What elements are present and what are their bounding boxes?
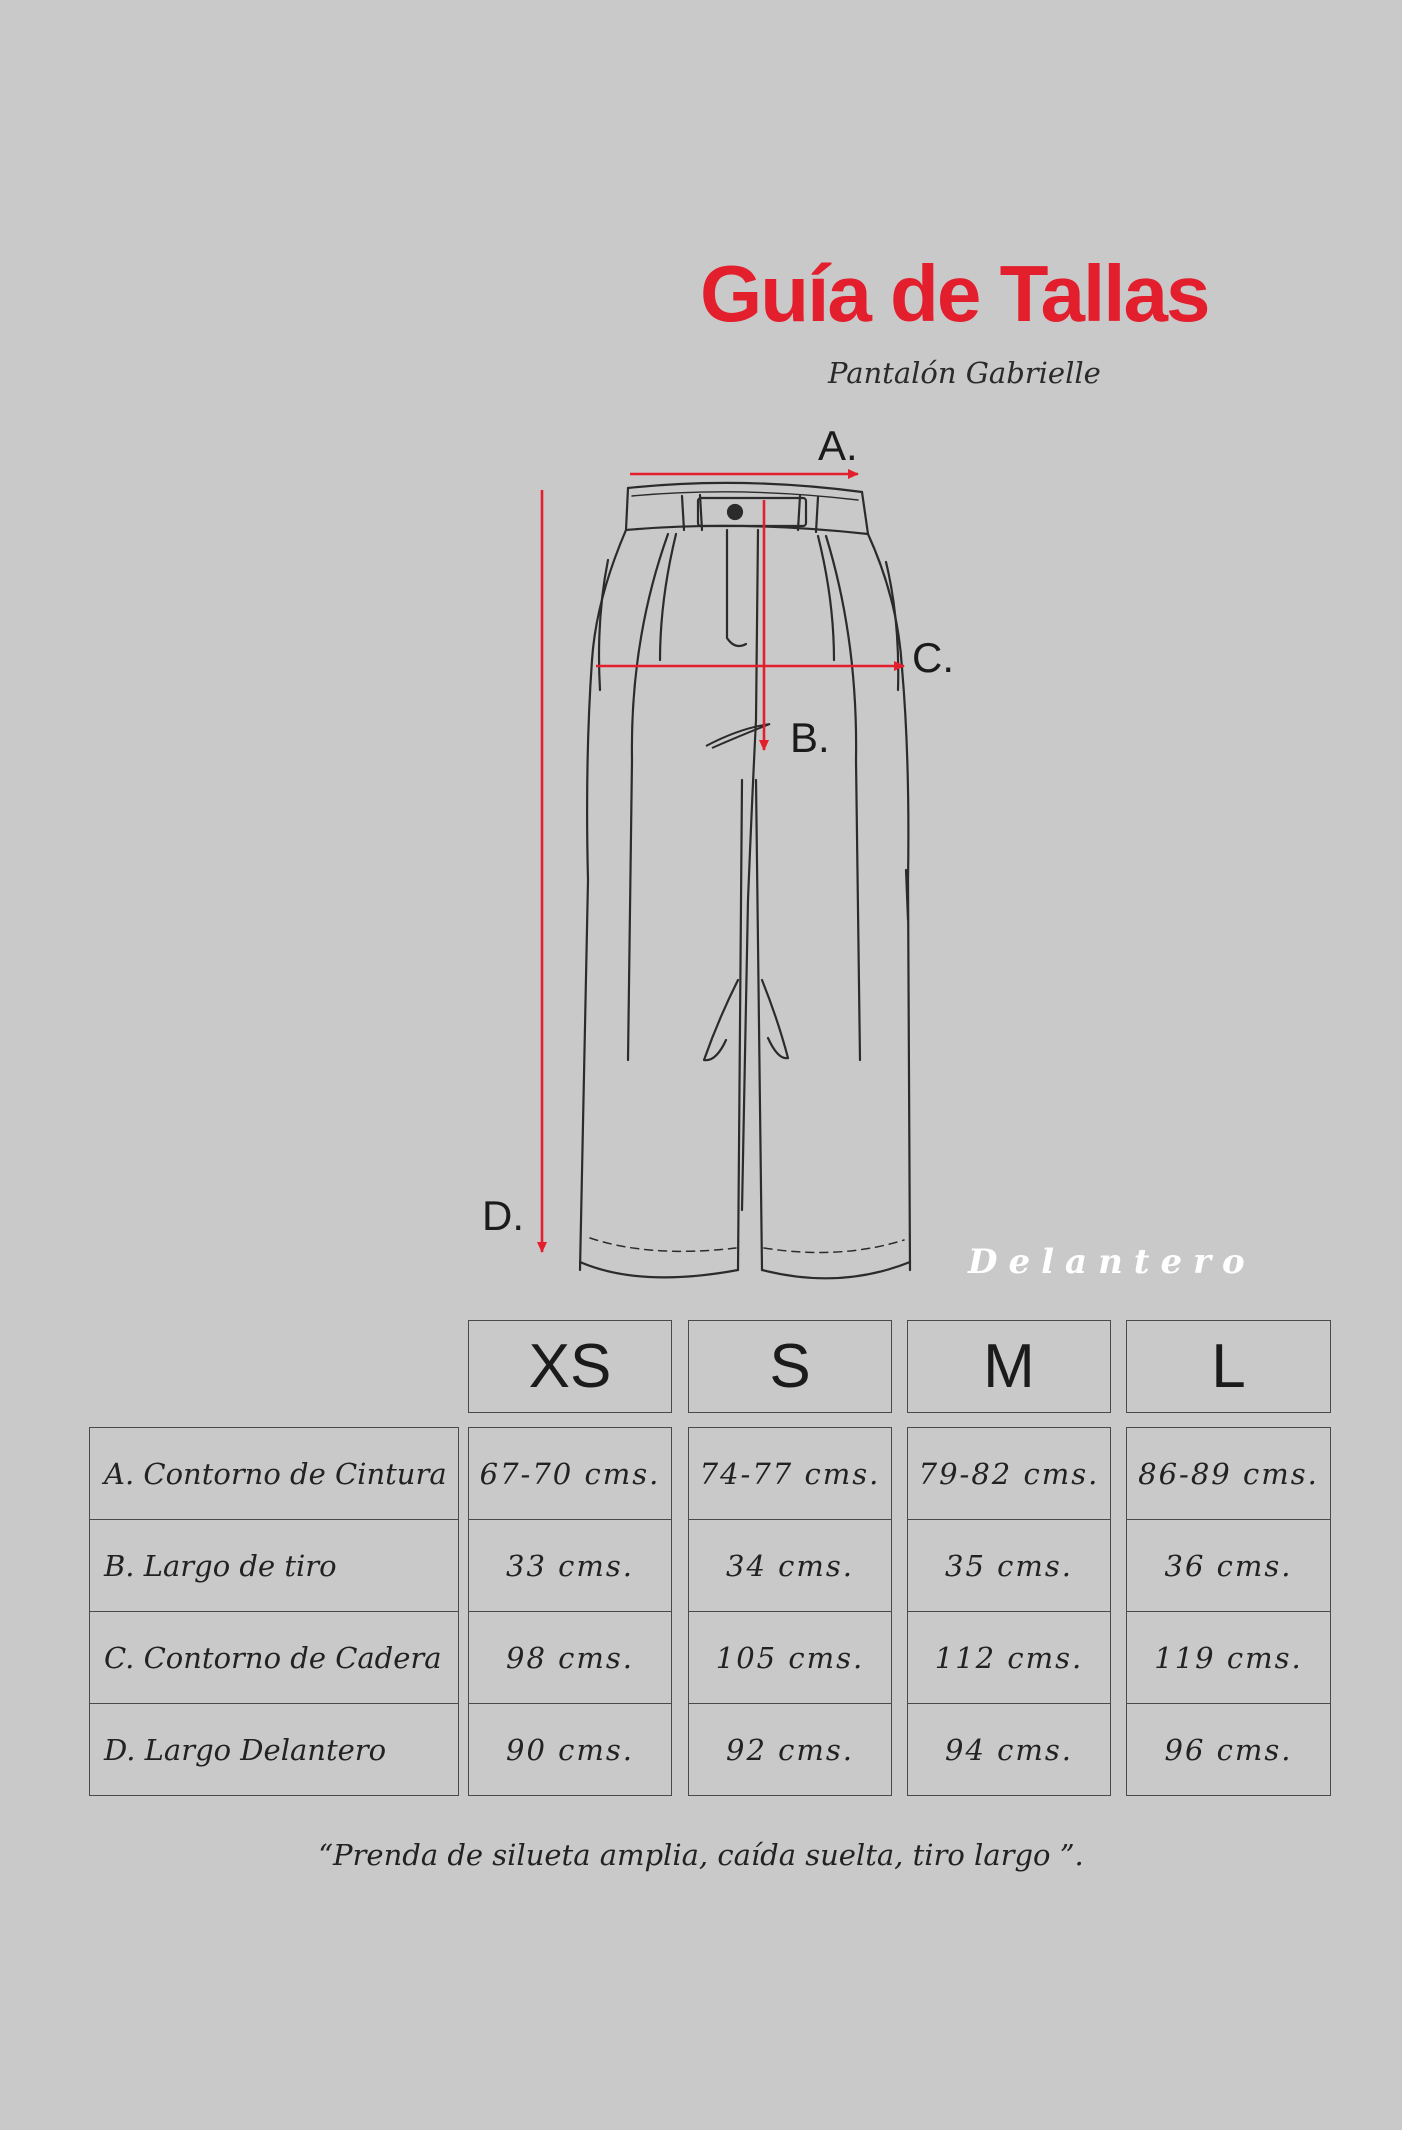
page-title: Guía de Tallas <box>700 249 1209 338</box>
table-cell: 92 cms. <box>688 1703 892 1796</box>
table-cell: 94 cms. <box>907 1703 1111 1796</box>
table-cell: 34 cms. <box>688 1519 892 1612</box>
table-cell: 119 cms. <box>1126 1611 1331 1704</box>
view-label: Delantero <box>968 1242 1256 1282</box>
table-cell: 105 cms. <box>688 1611 892 1704</box>
row-label-length: D. Largo Delantero <box>89 1703 459 1796</box>
measurement-arrows <box>542 474 904 1252</box>
marker-a: A. <box>818 422 858 469</box>
table-cell: 98 cms. <box>468 1611 672 1704</box>
table-cell: 86-89 cms. <box>1126 1427 1331 1520</box>
table-cell: 74-77 cms. <box>688 1427 892 1520</box>
size-header-l: L <box>1126 1320 1331 1413</box>
size-header-m: M <box>907 1320 1111 1413</box>
size-header-s: S <box>688 1320 892 1413</box>
marker-b: B. <box>790 714 830 761</box>
pants-outline <box>580 483 910 1278</box>
table-cell: 90 cms. <box>468 1703 672 1796</box>
table-cell: 79-82 cms. <box>907 1427 1111 1520</box>
table-cell: 96 cms. <box>1126 1703 1331 1796</box>
table-cell: 36 cms. <box>1126 1519 1331 1612</box>
marker-c: C. <box>912 634 954 681</box>
marker-d: D. <box>482 1192 524 1239</box>
row-label-rise: B. Largo de tiro <box>89 1519 459 1612</box>
size-header-xs: XS <box>468 1320 672 1413</box>
crotch-mark <box>706 724 770 748</box>
fit-note: “Prenda de silueta amplia, caída suelta, tiro largo ”. <box>318 1838 1084 1872</box>
table-cell: 112 cms. <box>907 1611 1111 1704</box>
table-cell: 67-70 cms. <box>468 1427 672 1520</box>
product-name: Pantalón Gabrielle <box>828 356 1101 390</box>
table-cell: 35 cms. <box>907 1519 1111 1612</box>
row-label-hip: C. Contorno de Cadera <box>89 1611 459 1704</box>
table-cell: 33 cms. <box>468 1519 672 1612</box>
row-label-waist: A. Contorno de Cintura <box>89 1427 459 1520</box>
